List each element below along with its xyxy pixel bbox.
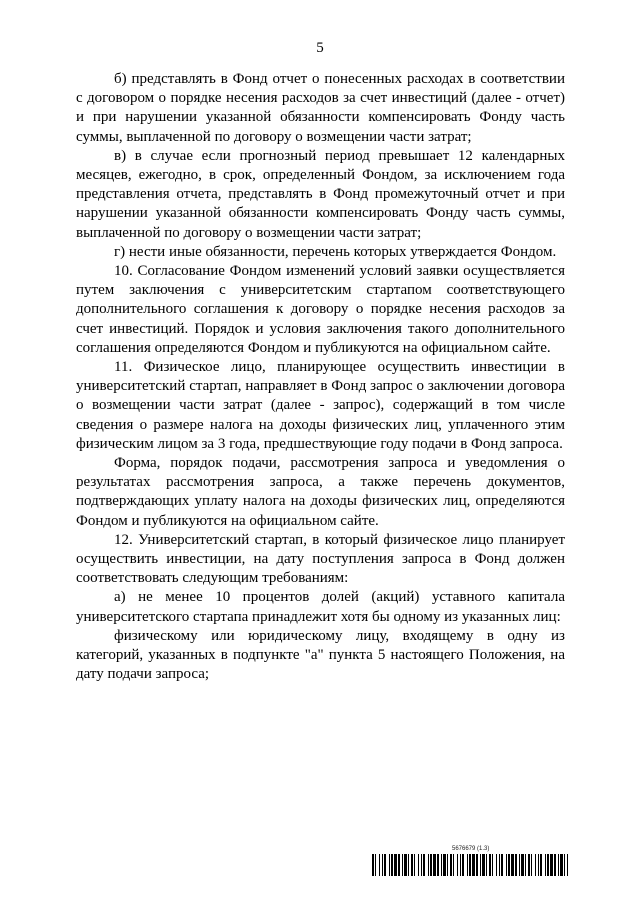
page-number: 5 bbox=[316, 40, 324, 56]
paragraph-12: 12. Университетский стартап, в который физическое лицо планирует осуществить инвестиции, на дату поступления запроса в Фонд должен соответствовать следующим требованиям: bbox=[76, 531, 565, 587]
paragraph-12a-person: физическому или юридическому лицу, входящему в одну из категорий, указанных в подпункте "а" пункта 5 настоящего Положения, на дату подачи запроса; bbox=[76, 627, 565, 683]
document-body bbox=[76, 70, 565, 685]
paragraph-10: 10. Согласование Фондом изменений условий заявки осуществляется путем заключения с университетским стартапом соответствующего дополнительного соглашения к договору о порядке несения расходов за счет инвестиций. Порядок и условия заключения такого дополнительного соглашения определяются Фондом и публикуются на официальном сайте. bbox=[76, 263, 565, 356]
paragraph-12a: а) не менее 10 процентов долей (акций) уставного капитала университетского стартапа принадлежит хотя бы одному из указанных лиц: bbox=[76, 589, 565, 625]
paragraph-9g: г) нести иные обязанности, перечень которых утверждается Фондом. bbox=[114, 243, 557, 260]
paragraph-11-form: Форма, порядок подачи, рассмотрения запроса и уведомления о результатах рассмотрения запроса, а также перечень документов, подтверждающих уплату налога на доходы физических лиц, определяются Фондом и публикуются на официальном сайте. bbox=[76, 455, 565, 529]
paragraph-9v: в) в случае если прогнозный период превышает 12 календарных месяцев, ежегодно, в срок, определенный Фондом, за исключением года представления отчета, представлять в Фонд промежуточный отчет и при нарушении указанной обязанности компенсировать Фонду часть суммы, выплаченной по договору о возмещении части затрат; bbox=[76, 147, 565, 241]
paragraph-11: 11. Физическое лицо, планирующее осуществить инвестиции в университетский стартап, направляет в Фонд запрос о заключении договора о возмещении части затрат (далее - запрос), содержащий в том числе сведения о размере налога на доходы физических лиц, уплаченного этим физическим лицом за 3 года, предшествующие году подачи в Фонд запроса. bbox=[76, 359, 565, 452]
document-code: 5676679 (1.3) bbox=[452, 846, 490, 852]
paragraph-9b: б) представлять в Фонд отчет о понесенных расходах в соответствии с договором о порядке несения расходов за счет инвестиций (далее - отчет) и при нарушении указанной обязанности компенсировать Фонду часть суммы, выплаченной по договору о возмещении части затрат; bbox=[76, 71, 565, 145]
barcode-icon bbox=[372, 854, 568, 876]
